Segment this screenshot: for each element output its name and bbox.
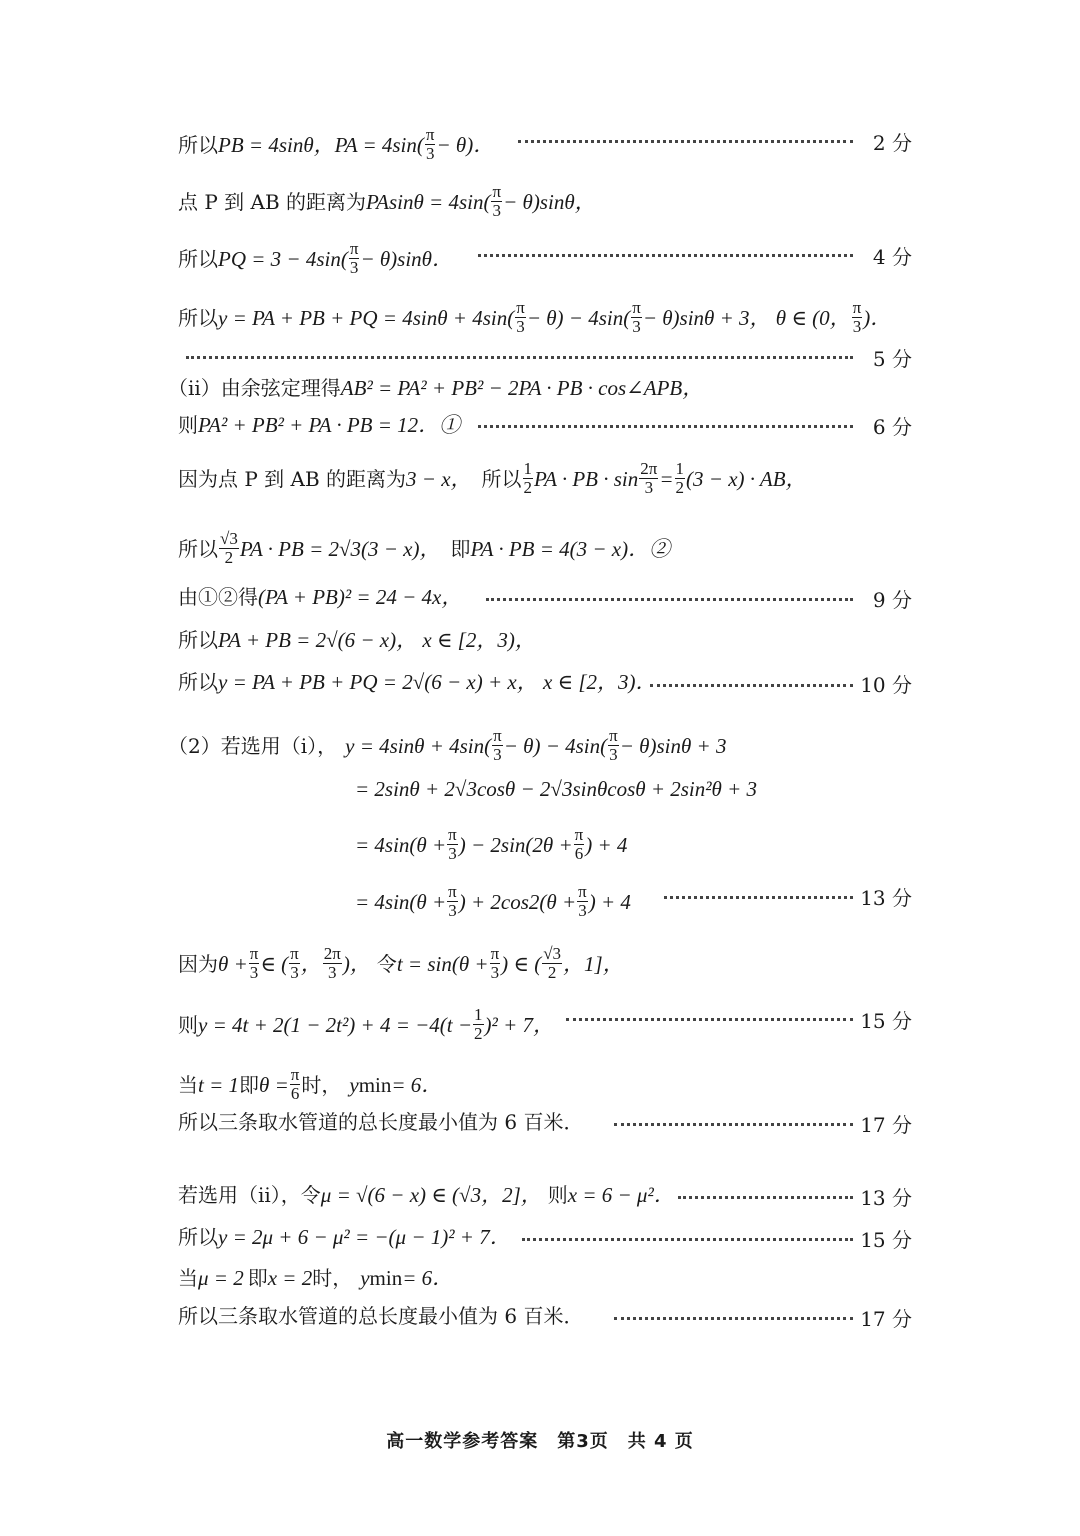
formula: y = 2μ + 6 − μ² = −(μ − 1)² + 7． <box>218 1225 511 1249</box>
text: 则 <box>178 1012 198 1037</box>
line-12 <box>178 670 657 694</box>
fraction-denominator: 3 <box>493 745 502 764</box>
dot-leader <box>518 140 853 143</box>
fraction <box>577 883 588 920</box>
formula: θ + <box>218 951 248 976</box>
fraction-denominator: 2 <box>224 548 234 567</box>
fraction-numerator: π <box>349 239 359 258</box>
text: 点 P 到 AB 的距离为 <box>178 189 367 214</box>
text: 所以 <box>481 466 522 491</box>
formula: t = 1 <box>198 1072 240 1097</box>
formula: y = PA + PB + PQ = 4sinθ + 4sin( <box>218 305 515 330</box>
fraction <box>852 299 863 336</box>
formula: θ = <box>259 1072 289 1097</box>
fraction <box>447 826 458 863</box>
line-1 <box>178 126 494 163</box>
score-label: 15 分 <box>860 1009 912 1033</box>
text: 所以 <box>178 628 218 652</box>
line-17 <box>178 945 624 982</box>
line-8 <box>178 460 807 497</box>
fraction-numerator: 1 <box>675 459 685 478</box>
text: 所以 <box>178 1225 218 1249</box>
line-6 <box>168 376 703 400</box>
fraction <box>631 299 642 336</box>
formula: AB² = PA² + PB² − 2PA · PB · cos∠APB， <box>340 376 704 400</box>
fraction-denominator: 2 <box>547 963 557 982</box>
line-23 <box>178 1266 453 1290</box>
text: 所以 <box>178 670 218 694</box>
text: 所以 <box>178 305 218 330</box>
text: 当 <box>178 1266 198 1290</box>
fraction <box>290 1066 301 1103</box>
fraction <box>289 945 300 982</box>
formula: t = sin(θ + <box>396 951 489 976</box>
formula: PQ = 3 − 4sin( <box>218 246 348 271</box>
line-19 <box>178 1066 442 1103</box>
formula: ) + 4 <box>588 889 631 914</box>
line-10 <box>178 585 462 609</box>
score-label: 17 分 <box>860 1307 912 1331</box>
score-label: 6 分 <box>872 415 912 439</box>
formula: − θ)sinθ． <box>360 246 453 271</box>
text: 则 <box>547 1183 568 1207</box>
formula: 3 − x， <box>406 466 472 491</box>
fraction <box>608 727 619 764</box>
fraction-denominator: 3 <box>644 478 654 497</box>
formula: PAsinθ = 4sin( <box>366 189 491 214</box>
score-label: 17 分 <box>860 1113 912 1137</box>
fraction-denominator: 3 <box>290 963 299 982</box>
fraction-numerator: π <box>492 182 502 201</box>
line-7 <box>178 413 460 437</box>
fraction <box>542 945 562 982</box>
dot-leader <box>650 684 853 687</box>
fraction-denominator: 3 <box>490 963 500 982</box>
page-footer: 高一数学参考答案 第3页 共 4 页 <box>386 1431 694 1452</box>
formula: y <box>349 1072 359 1097</box>
fraction-denominator: 6 <box>574 844 584 863</box>
formula: )． <box>863 305 892 330</box>
fraction <box>515 299 526 336</box>
dot-leader <box>664 896 853 899</box>
fraction-numerator: 2π <box>323 944 341 963</box>
formula: PA + PB = 2√(6 − x)， x ∈ [2，3)， <box>218 628 536 652</box>
fraction <box>639 460 658 497</box>
fraction-denominator: 3 <box>448 901 457 920</box>
formula: ∈ ( <box>260 951 289 976</box>
fraction-denominator: 3 <box>632 317 641 336</box>
fraction <box>349 240 360 277</box>
score-label: 10 分 <box>860 673 912 697</box>
formula: − θ) − 4sin( <box>503 733 608 758</box>
fraction <box>473 1006 484 1043</box>
formula: = 4sin(θ + <box>355 889 447 914</box>
text: 即 <box>247 1266 268 1290</box>
fraction-numerator: √3 <box>220 529 238 548</box>
formula: − θ) − 4sin( <box>526 305 631 330</box>
fraction <box>219 530 239 567</box>
fraction-numerator: π <box>249 944 259 963</box>
fraction <box>523 460 534 497</box>
formula: )， <box>342 951 371 976</box>
fraction <box>323 945 342 982</box>
fraction-numerator: π <box>448 825 457 844</box>
score-label: 4 分 <box>872 245 912 269</box>
line-11 <box>178 628 536 652</box>
formula: PB = 4sinθ，PA = 4sin( <box>218 132 424 157</box>
line-9 <box>178 530 670 567</box>
score-label: 13 分 <box>860 1186 912 1210</box>
formula: y = PA + PB + PQ = 2√(6 − x) + x， x ∈ [2，3)． <box>218 670 657 694</box>
fraction-denominator: 3 <box>852 317 862 336</box>
fraction-denominator: 3 <box>349 258 359 277</box>
fraction-denominator: 3 <box>425 144 435 163</box>
fraction-denominator: 3 <box>578 901 587 920</box>
formula: y = 4t + 2(1 − 2t²) + 4 = −4(t − <box>198 1012 473 1037</box>
fraction <box>249 945 260 982</box>
dot-leader <box>566 1018 853 1021</box>
text: 时， <box>301 1072 342 1097</box>
formula: μ = √(6 − x) ∈ (√3，2]， <box>320 1183 542 1207</box>
formula: = 6． <box>391 1072 443 1097</box>
score-label: 9 分 <box>872 588 912 612</box>
fraction-numerator: π <box>425 125 435 144</box>
dot-leader <box>614 1123 853 1126</box>
fraction-numerator: π <box>290 944 299 963</box>
formula: ) ∈ ( <box>501 951 542 976</box>
fraction-numerator: π <box>448 882 457 901</box>
dot-leader <box>678 1196 853 1199</box>
dot-leader <box>486 598 853 601</box>
text: 因为点 P 到 AB 的距离为 <box>178 466 407 491</box>
fraction-denominator: 3 <box>249 963 259 982</box>
formula: = 2sinθ + 2√3cosθ − 2√3sinθcosθ + 2sin²θ + 3 <box>355 777 758 801</box>
fraction-denominator: 2 <box>675 478 685 497</box>
fraction-denominator: 3 <box>609 745 618 764</box>
text: 即 <box>239 1072 260 1097</box>
dot-leader <box>186 356 853 359</box>
formula: (3 − x) · AB， <box>686 466 807 491</box>
dot-leader <box>478 425 853 428</box>
line-3 <box>178 240 453 277</box>
fraction-numerator: π <box>493 726 502 745</box>
line-2 <box>178 183 596 220</box>
fraction <box>447 883 458 920</box>
formula: = <box>659 466 674 491</box>
line-14 <box>355 777 757 801</box>
fraction <box>574 826 585 863</box>
fraction-denominator: 2 <box>474 1024 483 1043</box>
fraction-numerator: π <box>578 882 587 901</box>
fraction-numerator: π <box>490 944 500 963</box>
dot-leader <box>478 254 853 257</box>
line-18 <box>178 1006 554 1043</box>
line-24 <box>178 1304 583 1328</box>
formula: ) − 2sin(2θ + <box>458 832 573 857</box>
fraction-numerator: π <box>632 298 641 317</box>
formula: = 4sin(θ + <box>355 832 447 857</box>
fraction <box>675 460 686 497</box>
formula: PA · PB · sin <box>534 466 639 491</box>
line-16 <box>355 883 631 920</box>
subscript: min <box>369 1266 403 1290</box>
line-15 <box>355 826 627 863</box>
fraction-numerator: π <box>574 825 584 844</box>
fraction-denominator: 2 <box>523 478 533 497</box>
fraction-denominator: 3 <box>448 844 457 863</box>
score-label: 15 分 <box>860 1228 912 1252</box>
text: 令 <box>376 951 397 976</box>
text: 所以三条取水管道的总长度最小值为 6 百米． <box>178 1110 584 1134</box>
fraction-denominator: 3 <box>328 963 337 982</box>
fraction-numerator: 1 <box>474 1005 483 1024</box>
text: 由①②得 <box>178 585 258 609</box>
formula: ， <box>300 951 322 976</box>
text: 所以 <box>178 246 218 271</box>
formula: PA · PB = 4(3 − x)．② <box>470 536 671 561</box>
formula: ) + 2cos2(θ + <box>458 889 577 914</box>
formula: x = 2 <box>267 1266 313 1290</box>
score-label: 2 分 <box>872 131 912 155</box>
text: 则 <box>178 413 198 437</box>
formula: PA² + PB² + PA · PB = 12．① <box>198 413 461 437</box>
fraction-numerator: 2π <box>640 459 658 478</box>
fraction-numerator: π <box>609 726 618 745</box>
fraction-numerator: π <box>852 298 862 317</box>
line-21 <box>178 1183 675 1207</box>
fraction-numerator: π <box>516 298 525 317</box>
dot-leader <box>614 1317 853 1320</box>
text: 所以三条取水管道的总长度最小值为 6 百米． <box>178 1304 584 1328</box>
formula: )² + 7， <box>484 1012 555 1037</box>
subscript: min <box>358 1072 392 1097</box>
fraction <box>490 945 501 982</box>
line-4 <box>178 299 891 336</box>
fraction-numerator: √3 <box>543 944 562 963</box>
text: 即 <box>450 536 471 561</box>
line-22 <box>178 1225 511 1249</box>
fraction-denominator: 3 <box>492 201 502 220</box>
formula: μ = 2 <box>198 1266 244 1290</box>
formula: PA · PB = 2√3(3 − x)， <box>239 536 441 561</box>
formula: − θ)． <box>436 132 495 157</box>
fraction <box>425 126 436 163</box>
text: 所以 <box>178 132 218 157</box>
formula: x = 6 − μ²． <box>567 1183 675 1207</box>
text: 若选用（ii），令 <box>178 1183 321 1207</box>
text: 时， <box>312 1266 353 1290</box>
formula: y <box>360 1266 370 1290</box>
text: 因为 <box>178 951 218 976</box>
formula: ，1]， <box>563 951 624 976</box>
formula: ) + 4 <box>585 832 628 857</box>
fraction-numerator: 1 <box>523 459 533 478</box>
formula: = 6． <box>402 1266 454 1290</box>
line-20 <box>178 1110 583 1134</box>
fraction-denominator: 6 <box>290 1084 300 1103</box>
score-label: 5 分 <box>872 347 912 371</box>
formula: (PA + PB)² = 24 − 4x， <box>258 585 463 609</box>
fraction-denominator: 3 <box>516 317 525 336</box>
text: （ii）由余弦定理得 <box>168 376 341 400</box>
text: 所以 <box>178 536 218 561</box>
formula: − θ)sinθ + 3， θ ∈ (0， <box>642 305 851 330</box>
dot-leader <box>522 1238 853 1241</box>
formula: y = 4sinθ + 4sin( <box>345 733 492 758</box>
score-label: 13 分 <box>860 886 912 910</box>
text: 当 <box>178 1072 198 1097</box>
formula: − θ)sinθ + 3 <box>619 733 727 758</box>
fraction <box>492 727 503 764</box>
text: （2）若选用（i）， <box>168 733 338 758</box>
formula: − θ)sinθ， <box>503 189 596 214</box>
line-13 <box>168 727 726 764</box>
fraction <box>491 183 502 220</box>
fraction-numerator: π <box>290 1065 300 1084</box>
